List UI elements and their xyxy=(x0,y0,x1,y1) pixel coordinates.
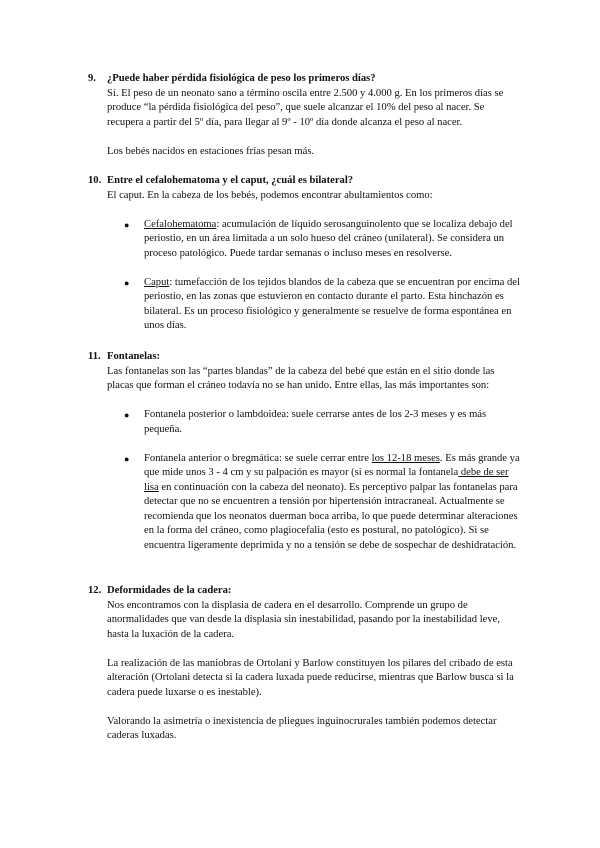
bullet-icon: ● xyxy=(124,410,130,420)
paragraph: Nos encontramos con la displasia de cadera en el desarrollo. Comprende un grupo de anormalidades que van desde la displasia sin inestabilidad, pasando por la inestabilidad leve, hasta la luxación de la cadera. xyxy=(107,599,501,640)
section-number: 12. xyxy=(88,585,102,596)
term: Cefalohematoma xyxy=(144,218,217,230)
section-number: 9. xyxy=(88,73,96,84)
section-title: Deformidades de la cadera: xyxy=(107,585,232,596)
section-title: Fontanelas: xyxy=(107,351,160,362)
bullet-icon: ● xyxy=(124,277,130,288)
underlined-text: debe de ser lisa xyxy=(144,467,509,493)
section-number: 11. xyxy=(88,351,101,362)
list-item-text: Fontanela anterior o bregmática: se suele cerrar entre xyxy=(144,452,372,464)
term: Caput xyxy=(144,276,170,288)
paragraph: Valorando la asimetría o inexistencia de pliegues inguinocrurales también podemos detectar caderas luxadas. xyxy=(107,715,497,741)
section-9 xyxy=(88,72,520,159)
list-item xyxy=(107,452,520,554)
list-item-text: : tumefacción de los tejidos blandos de la cabeza que se encuentran por encima del periostio, en las zonas que estuvieron en contacto durante el parto. Esta hinchazón es bilateral. Es un proceso fisiológico y generalmente se resuelve de forma espontánea en unos días. xyxy=(144,276,520,331)
list-item xyxy=(107,408,520,437)
bullet-icon: ● xyxy=(124,453,130,464)
list-item-text: . Es más grande ya que mide unos 3 - 4 cm y su palpación es mayor (si es normal la fontanela xyxy=(144,452,520,478)
list-item xyxy=(107,276,520,334)
bullet-list xyxy=(88,408,520,553)
section-title: Entre el cefalohematoma y el caput, ¿cuál es bilateral? xyxy=(107,175,354,186)
list-item-text: Fontanela posterior o lambdoidea: suele cerrarse antes de los 2-3 meses y es más pequeña. xyxy=(144,409,487,435)
paragraph: Los bebés nacidos en estaciones frías pesan más. xyxy=(107,145,315,157)
section-11 xyxy=(88,350,520,553)
paragraph: Las fontanelas son las “partes blandas” de la cabeza del bebé que están en el sitio donde las placas que forman el cráneo todavía no se han unido. Entre ellas, las más importantes son: xyxy=(107,365,495,391)
list-item-text: : acumulación de líquido serosanguinolento que se localiza debajo del periostio, en un área limitada a un solo hueso del cráneo (unilateral). Se considera un proceso patológico. Puede tardar semanas o incluso meses en resolverse. xyxy=(144,218,513,259)
section-10 xyxy=(88,174,520,334)
bullet-icon: ● xyxy=(124,219,130,230)
section-heading xyxy=(88,350,520,365)
section-number: 10. xyxy=(88,175,102,186)
section-heading xyxy=(88,584,520,599)
section-12 xyxy=(88,584,520,744)
paragraph: La realización de las maniobras de Ortolani y Barlow constituyen los pilares del cribado de esta alteración (Ortolani detecta si la cadera luxada puede reducirse, mientras que Barlow busca si la cadera puede luxarse o es inestable). xyxy=(107,657,514,698)
list-item-text: en continuación con la cabeza del neonato). Es perceptivo palpar las fontanelas para detectar que no se encuentren a tensión por hipertensión intracraneal. Actualmente se recomienda que los neonatos duerman boca arriba, lo que puede determinar alteraciones en la forma del cráneo, como plagiocefalia (esto es postural, no patológico). Si se encuentra ligeramente deprimida y no a tensión se debe de sospechar de deshidratación. xyxy=(144,481,518,551)
paragraph: El caput. En la cabeza de los bebés, podemos encontrar abultamientos como: xyxy=(107,189,433,201)
bullet-list xyxy=(88,218,520,334)
section-title: ¿Puede haber pérdida fisiológica de peso los primeros días? xyxy=(107,73,376,84)
underlined-text: los 12-18 meses xyxy=(371,452,440,464)
list-item xyxy=(107,218,520,262)
section-heading xyxy=(88,72,520,87)
section-heading xyxy=(88,174,520,189)
paragraph: Sí. El peso de un neonato sano a término oscila entre 2.500 y 4.000 g. En los primeros días se produce “la pérdida fisiológica del peso”, que suele alcanzar el 10% del peso al nacer. Se recupera a partir del 5º día, para llegar al 9º - 10º día donde alcanza el peso al nacer. xyxy=(107,87,504,128)
